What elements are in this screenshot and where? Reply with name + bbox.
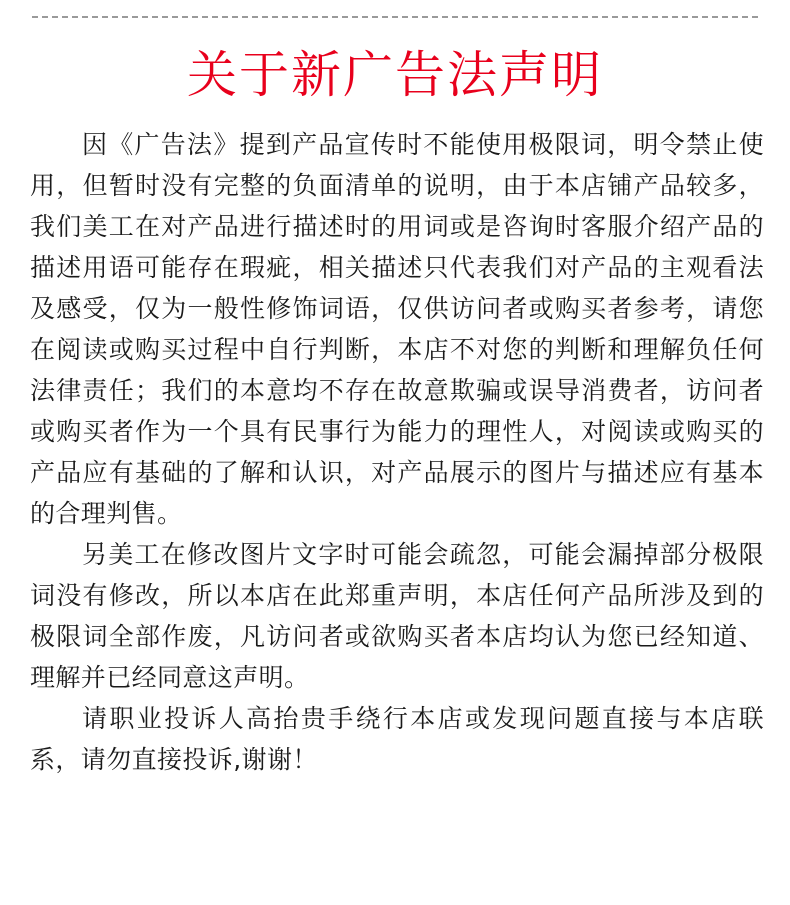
paragraph-disclaimer: 因《广告法》提到产品宣传时不能使用极限词，明令禁止使用，但暂时没有完整的负面清单的说明，由于本店铺产品较多，我们美工在对产品进行描述时的用词或是咨询时客服介绍产品的描述用语可能存在瑕疵，相关描述只代表我们对产品的主观看法及感受，仅为一般性修饰词语，仅供访问者或购买者参考，请您在阅读或购买过程中自行判断，本店不对您的判断和理解负任何法律责任；我们的本意均不存在故意欺骗或误导消费者，访问者或购买者作为一个具有民事行为能力的理性人，对阅读或购买的产品应有基础的了解和认识，对产品展示的图片与描述应有基本的合理判售。 [30, 130, 764, 528]
statement-body [30, 124, 764, 780]
dashed-divider [32, 16, 758, 18]
paragraph-complaint-notice: 请职业投诉人高抬贵手绕行本店或发现问题直接与本店联系，请勿直接投诉,谢谢！ [30, 704, 764, 774]
page-title: 关于新广告法声明 [187, 46, 603, 104]
paragraph-extreme-words: 另美工在修改图片文字时可能会疏忽，可能会漏掉部分极限词没有修改，所以本店在此郑重声明，本店任何产品所涉及到的极限词全部作废，凡访问者或欲购买者本店均认为您已经知道、理解并已经同意这声明。 [30, 540, 764, 692]
